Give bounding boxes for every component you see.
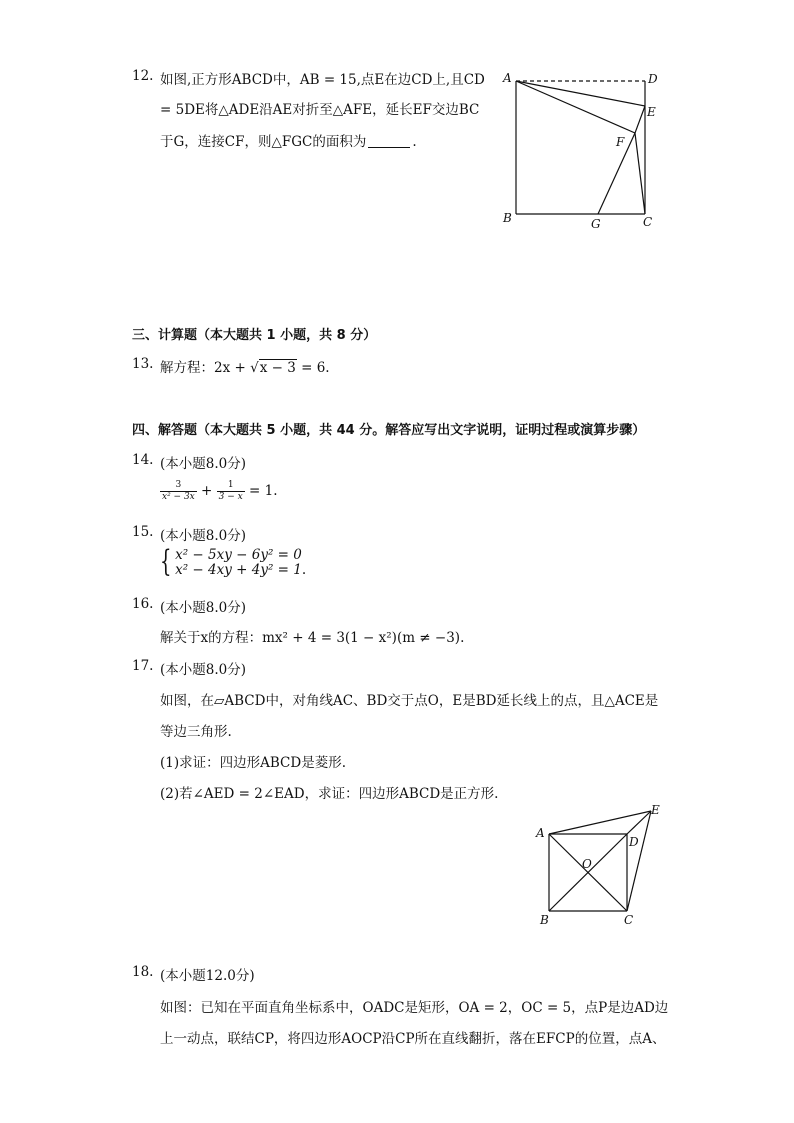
q12-text-line3a: 于G，连接CF，则△FGC的面积为 xyxy=(160,134,367,150)
q16-number: 16. xyxy=(132,596,154,612)
label-f: F xyxy=(616,135,625,149)
q14-fraction-2-denominator: 3 − x xyxy=(218,492,243,502)
q15-number: 15. xyxy=(132,524,154,540)
q17-text-line2: 等边三角形. xyxy=(160,724,232,740)
label-c: C xyxy=(643,215,653,229)
q12-number: 12. xyxy=(132,68,154,84)
segment-de xyxy=(627,811,651,834)
q13-suffix: = 6. xyxy=(296,360,330,376)
q15-dot: . xyxy=(301,562,307,578)
q12-text-line3b: . xyxy=(412,134,417,150)
label-e: E xyxy=(647,105,656,119)
q17-figure xyxy=(530,800,670,930)
q12-text-line2: = 5DE将△ADE沿AE对折至△AFE，延长EF交边BC xyxy=(160,102,480,118)
segment-ef xyxy=(635,106,645,133)
answer-blank xyxy=(368,147,410,148)
q18-number: 18. xyxy=(132,964,154,980)
q18-text-line2: 上一动点，联结CP，将四边形AOCP沿CP所在直线翻折，落在EFCP的位置，点A、 xyxy=(160,1031,666,1047)
label-b: B xyxy=(503,211,512,225)
q18-text-line1: 如图：已知在平面直角坐标系中，OADC是矩形，OA = 2，OC = 5，点P是边AD边 xyxy=(160,1000,669,1016)
q12-text-line1: 如图,正方形ABCD中，AB = 15,点E在边CD上,且CD xyxy=(160,72,485,88)
q12-text-line3 xyxy=(160,130,417,150)
q18-score: (本小题12.0分) xyxy=(160,968,255,984)
section-4-heading: 四、解答题（本大题共 5 小题，共 44 分。解答应写出文字说明，证明过程或演算步骤） xyxy=(132,423,646,438)
label-g: G xyxy=(591,217,601,231)
section-3-heading: 三、计算题（本大题共 1 小题，共 8 分） xyxy=(132,328,377,343)
q14-score: (本小题8.0分) xyxy=(160,456,247,472)
q15-system xyxy=(160,544,307,579)
q15-eq2 xyxy=(175,563,306,578)
q14-fraction-1-denominator: x² − 3x xyxy=(162,492,195,502)
label-c: C xyxy=(624,913,634,927)
label-d: D xyxy=(629,835,639,849)
label-a: A xyxy=(503,71,512,85)
label-d: D xyxy=(648,72,658,86)
q14-fraction-2-numerator: 1 xyxy=(217,480,245,492)
segment-fc xyxy=(635,133,645,214)
q17-text-line1: 如图，在▱ABCD中，对角线AC、BD交于点O，E是BD延长线上的点，且△ACE是 xyxy=(160,693,659,709)
segment-af xyxy=(516,81,635,133)
label-e: E xyxy=(651,803,660,817)
q15-score: (本小题8.0分) xyxy=(160,528,247,544)
label-b: B xyxy=(540,913,549,927)
q14-fraction-2 xyxy=(217,480,245,503)
q16-score: (本小题8.0分) xyxy=(160,600,247,616)
sqrt-sign: √ xyxy=(250,360,259,376)
q13-number: 13. xyxy=(132,356,154,372)
q14-equation xyxy=(160,480,278,503)
q15-brace: { xyxy=(160,544,172,579)
q14-tail: = 1. xyxy=(244,483,278,499)
q13-equation xyxy=(160,356,330,376)
q14-plus: + xyxy=(196,483,217,499)
q15-eq1: x² − 5xy − 6y² = 0 xyxy=(175,547,302,563)
segment-ae xyxy=(549,811,651,834)
q13-prefix: 解方程：2x + xyxy=(160,360,251,376)
q16-text: 解关于x的方程：mx² + 4 = 3(1 − x²)(m ≠ −3). xyxy=(160,630,465,646)
label-a: A xyxy=(536,826,545,840)
q13-radicand: x − 3 xyxy=(259,360,296,376)
q14-fraction-1 xyxy=(160,480,197,503)
segment-ce xyxy=(627,811,651,911)
q15-eq2-text: x² − 4xy + 4y² = 1 xyxy=(175,562,302,578)
q15-equations xyxy=(175,548,306,578)
q17-part2: (2)若∠AED = 2∠EAD，求证：四边形ABCD是正方形. xyxy=(160,786,499,802)
q12-figure xyxy=(495,66,670,236)
label-o: O xyxy=(582,857,592,871)
q14-number: 14. xyxy=(132,452,154,468)
q17-number: 17. xyxy=(132,658,154,674)
segment-ae xyxy=(516,81,645,106)
q17-score: (本小题8.0分) xyxy=(160,662,247,678)
q17-part1: (1)求证：四边形ABCD是菱形. xyxy=(160,755,346,771)
q14-fraction-1-numerator: 3 xyxy=(160,480,197,492)
